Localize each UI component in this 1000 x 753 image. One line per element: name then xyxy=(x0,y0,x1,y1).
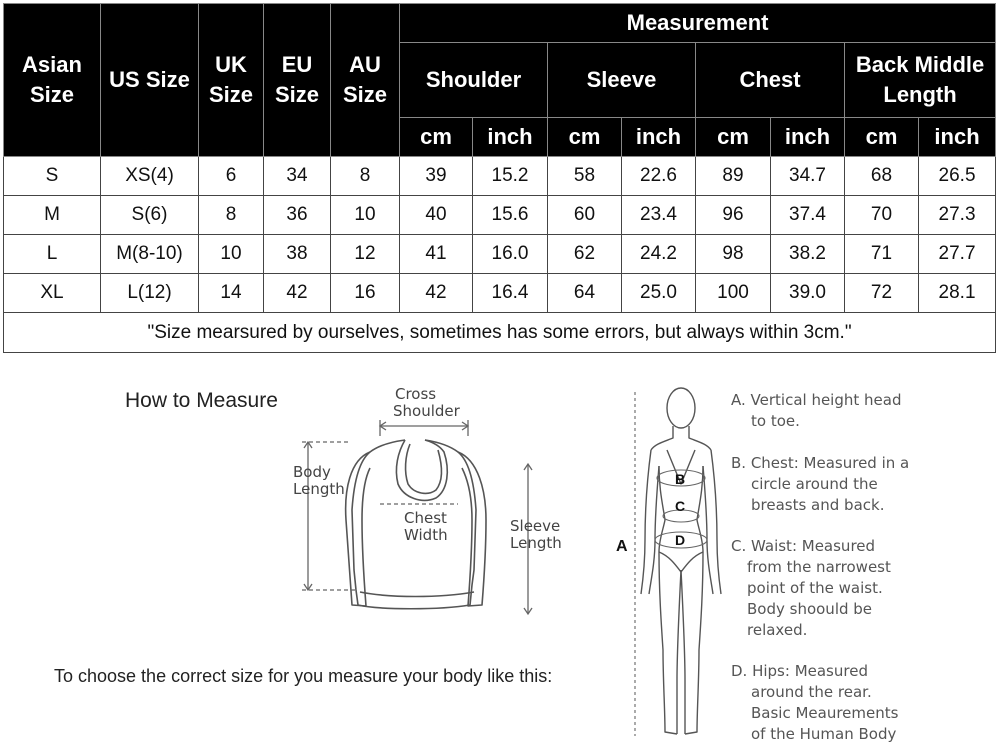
table-cell: 8 xyxy=(199,196,264,235)
table-cell: 98 xyxy=(696,235,771,274)
unit-header: cm xyxy=(400,118,473,157)
table-cell: 22.6 xyxy=(622,157,696,196)
how-to-measure-title: How to Measure xyxy=(125,389,278,412)
table-cell: 39 xyxy=(400,157,473,196)
table-cell: 68 xyxy=(845,157,919,196)
size-chart-table xyxy=(3,3,996,353)
header-sleeve: Sleeve xyxy=(548,43,696,118)
unit-header: cm xyxy=(696,118,771,157)
table-cell: 6 xyxy=(199,157,264,196)
table-cell: 16 xyxy=(331,274,400,313)
header-au-size: AU Size xyxy=(331,4,400,157)
legend-d: D. Hips: Measured around the rear. Basic Meaurements of the Human Body xyxy=(731,662,899,743)
table-cell: 14 xyxy=(199,274,264,313)
table-cell: M xyxy=(4,196,101,235)
table-cell: 12 xyxy=(331,235,400,274)
table-cell: 89 xyxy=(696,157,771,196)
unit-header: inch xyxy=(473,118,548,157)
table-cell: 8 xyxy=(331,157,400,196)
table-cell: 40 xyxy=(400,196,473,235)
table-row xyxy=(4,274,996,313)
table-cell: 16.4 xyxy=(473,274,548,313)
table-cell: S xyxy=(4,157,101,196)
table-cell: XL xyxy=(4,274,101,313)
table-cell: 41 xyxy=(400,235,473,274)
table-cell: 58 xyxy=(548,157,622,196)
unit-header: inch xyxy=(771,118,845,157)
header-us-size: US Size xyxy=(101,4,199,157)
unit-header: inch xyxy=(919,118,996,157)
header-chest: Chest xyxy=(696,43,845,118)
table-cell: 42 xyxy=(400,274,473,313)
chest-width-label: Chest Width xyxy=(404,509,448,544)
table-cell: 10 xyxy=(331,196,400,235)
table-cell: 71 xyxy=(845,235,919,274)
marker-c: C xyxy=(675,498,686,514)
table-cell: 42 xyxy=(264,274,331,313)
table-cell: 64 xyxy=(548,274,622,313)
measure-instruction: To choose the correct size for you measure your body like this: xyxy=(54,666,553,686)
table-cell: 72 xyxy=(845,274,919,313)
table-cell: 39.0 xyxy=(771,274,845,313)
table-cell: 70 xyxy=(845,196,919,235)
header-asian-size: Asian Size xyxy=(4,4,101,157)
table-cell: 34.7 xyxy=(771,157,845,196)
marker-d: D xyxy=(675,532,686,548)
table-cell: L xyxy=(4,235,101,274)
table-row xyxy=(4,196,996,235)
marker-a: A xyxy=(616,538,628,555)
table-cell: 15.2 xyxy=(473,157,548,196)
human-body-diagram xyxy=(615,380,730,750)
header-back-middle-length: Back Middle Length xyxy=(845,43,996,118)
sleeve-length-label: Sleeve Length xyxy=(510,517,562,552)
unit-header: inch xyxy=(622,118,696,157)
table-cell: 27.7 xyxy=(919,235,996,274)
unit-header: cm xyxy=(548,118,622,157)
marker-b: B xyxy=(675,471,686,487)
table-cell: 38 xyxy=(264,235,331,274)
header-measurement: Measurement xyxy=(400,4,996,43)
table-cell: M(8-10) xyxy=(101,235,199,274)
table-cell: 10 xyxy=(199,235,264,274)
table-cell: 34 xyxy=(264,157,331,196)
header-uk-size: UK Size xyxy=(199,4,264,157)
table-cell: 27.3 xyxy=(919,196,996,235)
cross-shoulder-label: Cross Shoulder xyxy=(393,385,460,420)
table-cell: 25.0 xyxy=(622,274,696,313)
table-cell: 16.0 xyxy=(473,235,548,274)
size-note: "Size mearsured by ourselves, sometimes has some errors, but always within 3cm." xyxy=(4,313,996,353)
table-cell: 37.4 xyxy=(771,196,845,235)
table-row xyxy=(4,235,996,274)
table-cell: 23.4 xyxy=(622,196,696,235)
table-cell: S(6) xyxy=(101,196,199,235)
header-eu-size: EU Size xyxy=(264,4,331,157)
table-cell: 60 xyxy=(548,196,622,235)
table-cell: 26.5 xyxy=(919,157,996,196)
header-shoulder: Shoulder xyxy=(400,43,548,118)
table-cell: 38.2 xyxy=(771,235,845,274)
legend-b: B. Chest: Measured in a circle around the breasts and back. xyxy=(731,454,910,514)
legend-a: A. Vertical height head to toe. xyxy=(731,391,902,430)
table-cell: 28.1 xyxy=(919,274,996,313)
unit-header: cm xyxy=(845,118,919,157)
note-row xyxy=(4,313,996,353)
body-length-label: Body Length xyxy=(293,463,345,498)
table-cell: 24.2 xyxy=(622,235,696,274)
table-cell: 62 xyxy=(548,235,622,274)
header-row-1 xyxy=(4,4,996,43)
table-cell: 100 xyxy=(696,274,771,313)
table-row xyxy=(4,157,996,196)
table-cell: 15.6 xyxy=(473,196,548,235)
table-cell: L(12) xyxy=(101,274,199,313)
legend-c: C. Waist: Measured from the narrowest point of the waist. Body shoould be relaxed. xyxy=(731,537,891,639)
table-cell: 36 xyxy=(264,196,331,235)
table-cell: 96 xyxy=(696,196,771,235)
table-cell: XS(4) xyxy=(101,157,199,196)
